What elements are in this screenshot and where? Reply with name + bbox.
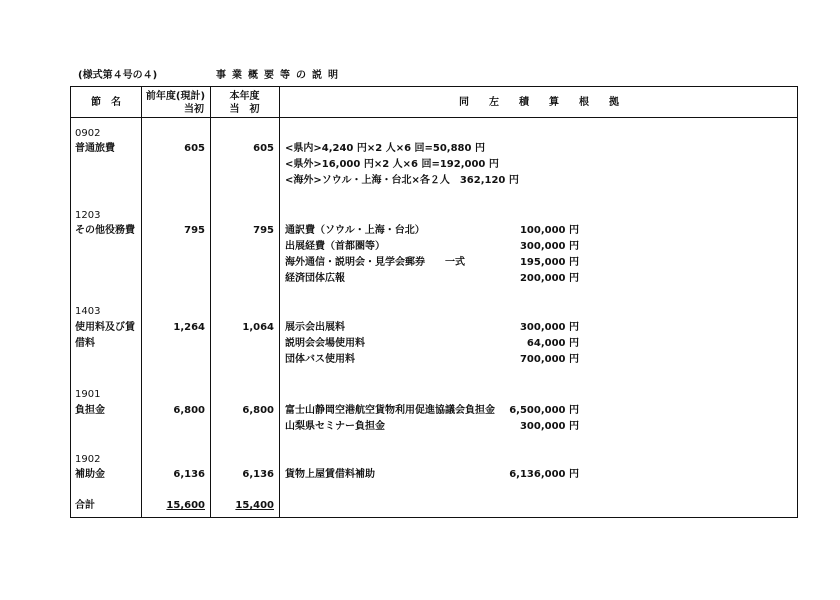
row-curr-amount: 6,136: [242, 469, 274, 480]
detail-label: 貨物上屋賃借料補助: [285, 469, 375, 480]
detail-label: 海外通信・説明会・見学会郵券 一式: [285, 257, 465, 268]
row-curr-amount: 795: [253, 225, 274, 236]
detail-amount: 300,000 円: [519, 322, 579, 333]
row-name: 負担金: [75, 405, 105, 416]
row-code: 1902: [75, 454, 101, 465]
detail-amount: 300,000 円: [519, 241, 579, 252]
detail-label: 山梨県セミナー負担金: [285, 421, 385, 432]
row-name: 普通旅費: [75, 143, 115, 154]
detail-amount: 195,000 円: [519, 257, 579, 268]
form-number: (様式第４号の４): [78, 70, 158, 81]
detail-label: <県外>16,000 円×2 人×6 回=192,000 円: [285, 159, 499, 170]
total-label: 合計: [75, 500, 95, 511]
header-divider: [71, 117, 797, 118]
column-header-curr-year-line1: 本年度: [229, 91, 260, 102]
column-header-basis: 同 左 積 算 根 拠: [459, 97, 619, 108]
detail-label: 説明会会場使用料: [285, 338, 365, 349]
detail-amount: 700,000 円: [519, 354, 579, 365]
row-prev-amount: 605: [184, 143, 205, 154]
column-header-prev-year-line1: 前年度(現計): [145, 91, 206, 102]
column-header-prev-year-line2: 当初: [184, 104, 204, 115]
detail-amount: 200,000 円: [519, 273, 579, 284]
row-prev-amount: 6,800: [173, 405, 205, 416]
row-prev-amount: 795: [184, 225, 205, 236]
column-divider-3: [279, 87, 280, 517]
document-header: [78, 66, 798, 82]
total-prev-amount: 15,600: [166, 500, 205, 511]
detail-label: 通訳費（ソウル・上海・台北）: [285, 225, 425, 236]
row-name: 使用料及び賃: [75, 322, 135, 333]
row-curr-amount: 6,800: [242, 405, 274, 416]
detail-amount: 100,000 円: [519, 225, 579, 236]
row-curr-amount: 1,064: [242, 322, 274, 333]
row-prev-amount: 1,264: [173, 322, 205, 333]
detail-amount: 64,000 円: [526, 338, 579, 349]
row-prev-amount: 6,136: [173, 469, 205, 480]
detail-amount: 6,136,000 円: [509, 469, 579, 480]
row-code: 1901: [75, 389, 101, 400]
row-name-continued: 借料: [75, 338, 95, 349]
row-name: 補助金: [75, 469, 105, 480]
detail-amount: 300,000 円: [519, 421, 579, 432]
column-header-section: 節 名: [91, 97, 121, 108]
detail-label: 展示会出展料: [285, 322, 345, 333]
detail-label: <県内>4,240 円×2 人×6 回=50,880 円: [285, 143, 485, 154]
row-name: その他役務費: [75, 225, 135, 236]
budget-table: [70, 86, 798, 518]
row-code: 1203: [75, 210, 101, 221]
document-title: 事業概要等の説明: [216, 70, 344, 81]
detail-label: 団体バス使用料: [285, 354, 355, 365]
row-code: 1403: [75, 306, 101, 317]
row-code: 0902: [75, 128, 101, 139]
row-curr-amount: 605: [253, 143, 274, 154]
column-header-prev-year: [141, 90, 210, 116]
total-curr-amount: 15,400: [235, 500, 274, 511]
detail-label: 出展経費（首都圏等）: [285, 241, 385, 252]
detail-amount: 6,500,000 円: [509, 405, 579, 416]
detail-label: <海外>ソウル・上海・台北×各２人 362,120 円: [285, 175, 519, 186]
column-header-curr-year: [210, 90, 279, 116]
detail-label: 富士山静岡空港航空貨物利用促進協議会負担金: [285, 405, 495, 416]
column-header-curr-year-line2: 当 初: [229, 104, 260, 115]
detail-label: 経済団体広報: [285, 273, 345, 284]
